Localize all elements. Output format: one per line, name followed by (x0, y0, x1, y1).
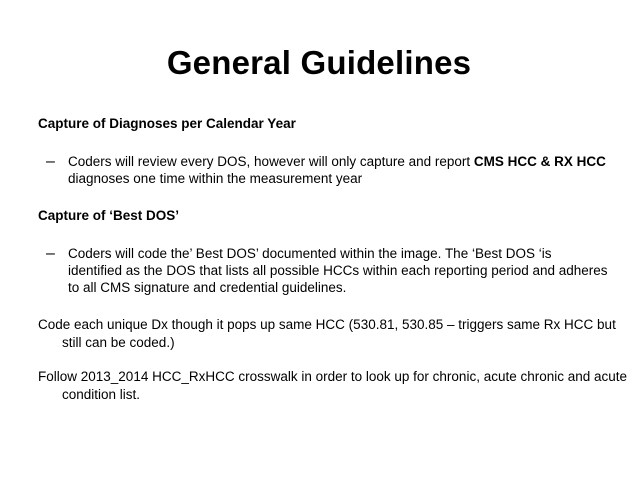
heading-best-dos: Capture of ‘Best DOS’ (38, 208, 180, 223)
bullet-text-end: diagnoses one time within the measurement year (68, 171, 363, 186)
bullet-capture-diagnoses (46, 153, 608, 187)
paragraph-crosswalk: Follow 2013_2014 HCC_RxHCC crosswalk in order to look up for chronic, acute chronic and acute condition list. (38, 369, 628, 402)
bullet-text-bold: CMS HCC & RX HCC (473, 154, 606, 169)
dash-bullet-icon: – (46, 153, 55, 170)
slide-title: General Guidelines (166, 44, 472, 81)
dash-bullet-icon: – (46, 245, 55, 262)
bullet-best-dos (46, 245, 608, 296)
heading-capture-diagnoses: Capture of Diagnoses per Calendar Year (38, 116, 296, 131)
bullet-text-start: Coders will review every DOS, however will only capture and report (68, 154, 474, 169)
bullet-text: Coders will code the’ Best DOS’ documented within the image. The ‘Best DOS ‘is identified as the DOS that lists all possible HCCs within each reporting period and adheres to all CMS signature and credential guidelines. (68, 246, 608, 295)
paragraph-code-unique-dx: Code each unique Dx though it pops up same HCC (530.81, 530.85 – triggers same Rx HCC but still can be coded.) (38, 317, 616, 350)
